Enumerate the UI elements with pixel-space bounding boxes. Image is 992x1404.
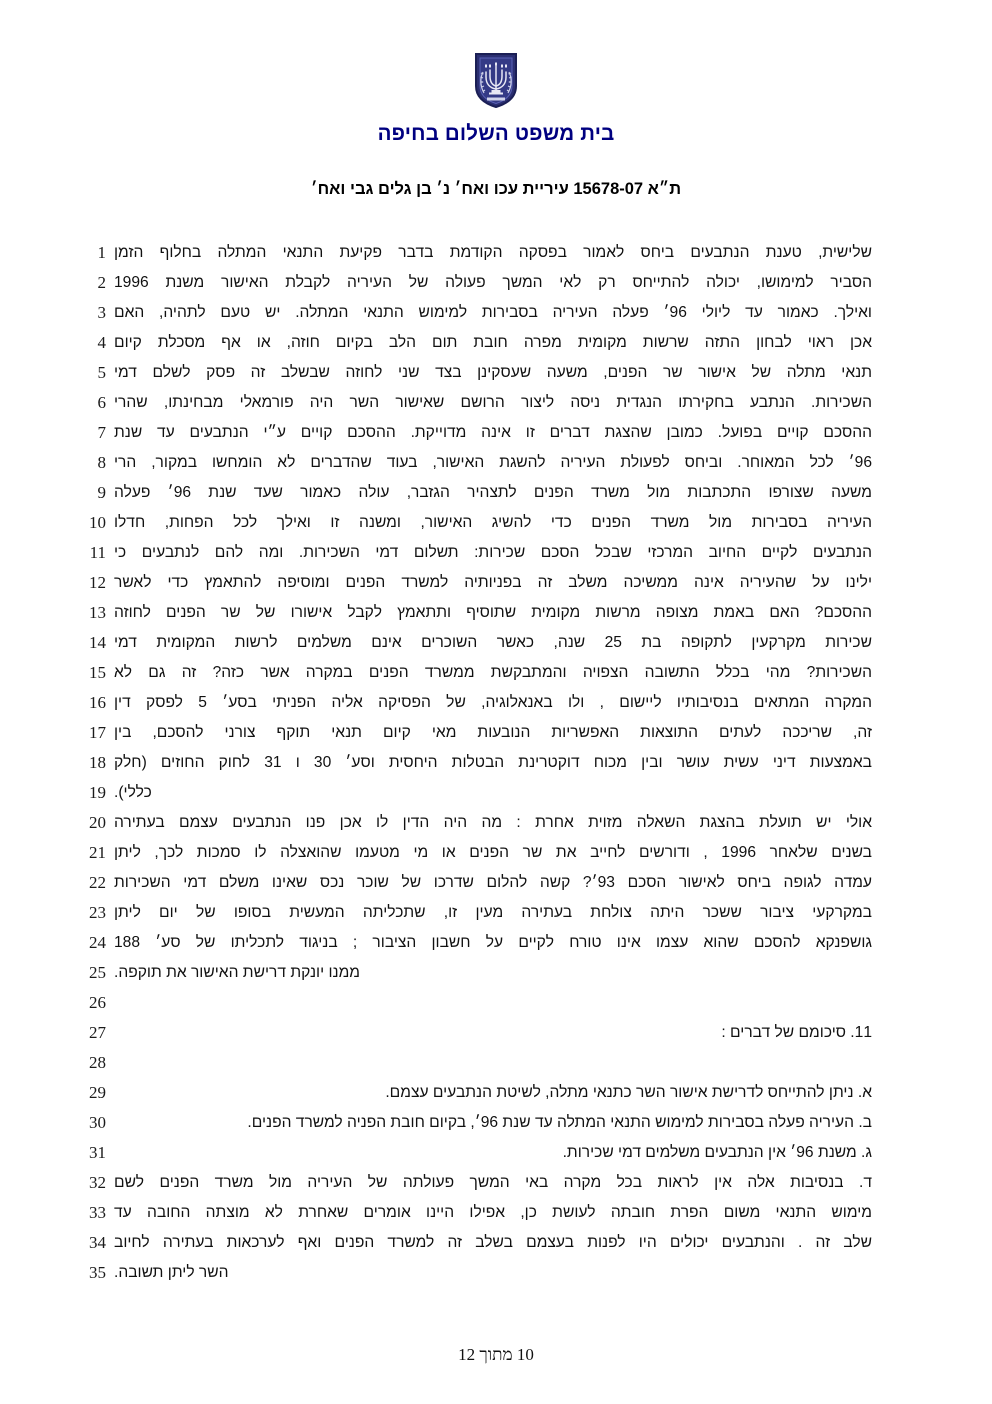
line-number: 3	[97, 303, 106, 322]
line-text: שלישית, טענת הנתבעים ביחס לאמור בפסקה הקודמת בדבר פקיעת התנאי המתלה בחלוף הזמן	[114, 244, 872, 261]
document-line	[0, 448, 992, 478]
document-line	[0, 1018, 992, 1048]
line-number: 7	[97, 423, 106, 442]
line-text: המקרה המתאים בנסיבותיו ליישום , ולו באנאלוגיה, של הפסיקה אליה הפניתי בסע׳ 5 לפסק דין	[114, 694, 872, 711]
line-text: השכירות? מהי בכלל התשובה הצפויה והמתבקשת ממשרד הפנים במקרה אשר כזה? זה גם לא	[114, 664, 872, 681]
line-number: 6	[97, 393, 106, 412]
line-number: 15	[89, 663, 106, 682]
line-number: 1	[97, 243, 106, 262]
line-text: אכן ראוי לבחון התזה שרשות מקומית מפרה חובת תום הלב בקיום חוזה, או אף מסכלת קיום	[114, 334, 872, 351]
document-line	[0, 688, 992, 718]
document-line	[0, 358, 992, 388]
line-text: שלב זה . והנתבעים יכולים היו לפנות בעצמם בשלב זה למשרד הפנים ואף לערכאות בעתירה לחיוב	[114, 1234, 872, 1251]
line-number: 27	[89, 1023, 106, 1042]
line-number: 22	[89, 873, 106, 892]
line-text: ההסכם קויים בפועל. כמובן שהצגת דברים זו אינה מדוייקת. ההסכם קויים ע״י הנתבעים עד שנת	[114, 424, 872, 441]
document-line	[0, 508, 992, 538]
document-body	[0, 238, 992, 1288]
document-line	[0, 958, 992, 988]
document-line	[0, 478, 992, 508]
line-text: העיריה בסבירות מול משרד הפנים כדי להשיג האישור, ומשנה זו ואילך לכל הפחות, חדלו	[114, 514, 872, 531]
document-line	[0, 1228, 992, 1258]
line-number: 19	[89, 783, 106, 802]
document-line	[0, 538, 992, 568]
document-line	[0, 718, 992, 748]
line-text: גושפנקא להסכם שהוא עצמו אינו טורח לקיים על חשבון הציבור ; בניגוד לתכליתו של סע׳ 188	[114, 934, 872, 951]
page-indicator: 10 מתוך 12	[458, 1345, 534, 1364]
line-text: 96׳ לכל המאוחר. וביחס לפעולת העיריה להשגת האישור, בעוד שהדברים לא הומחשו במקור, הרי	[114, 454, 872, 471]
line-text: ילינו על שהעיריה אינה ממשיכה משלב זה בפניותיה למשרד הפנים ומוסיפה להתאמץ כדי לאשר	[114, 574, 872, 591]
line-text: הסביר למימושו, יכולה להתייחס רק לאי המשך פעולה של העיריה לקבלת האישור משנת 1996	[114, 274, 872, 291]
line-number: 28	[89, 1053, 106, 1072]
document-line	[0, 628, 992, 658]
line-text: הנתבעים לקיים החיוב המרכזי שבכל הסכם שכירות: תשלום דמי השכירות. ומה להם לנתבעים כי	[114, 544, 872, 561]
line-number: 29	[89, 1083, 106, 1102]
document-line	[0, 268, 992, 298]
document-line	[0, 1108, 992, 1138]
document-line	[0, 808, 992, 838]
line-number: 10	[89, 513, 106, 532]
line-text: עמדה לגופה ביחס לאישור הסכם 93׳? קשה להלום שדרכו של שוכר נכס שאינו משלם דמי השכירות	[114, 874, 873, 891]
line-text: ג. משנת 96׳ אין הנתבעים משלמים דמי שכירות.	[562, 1144, 872, 1161]
line-text: משעה שצורפו התכתבות מול משרד הפנים לתצהיר הגזבר, עולה כאמור שעד שנת 96׳ פעלה	[114, 484, 872, 501]
line-number: 14	[89, 633, 106, 652]
line-text: ב. העיריה פעלה בסבירות למימוש התנאי המתלה עד שנת 96׳, בקיום חובת הפניה למשרד הפנים.	[247, 1114, 872, 1131]
line-number: 24	[89, 933, 106, 952]
document-line	[0, 598, 992, 628]
line-number: 31	[89, 1143, 106, 1162]
document-line	[0, 748, 992, 778]
document-line	[0, 328, 992, 358]
line-text: 11. סיכומם של דברים :	[721, 1024, 872, 1041]
line-number: 5	[97, 363, 106, 382]
line-number: 25	[89, 963, 106, 982]
line-number: 13	[89, 603, 106, 622]
line-number: 12	[89, 573, 106, 592]
line-text: אולי יש תועלת בהצגת השאלה מזוית אחרת : מה היה הדין לו אכן פנו הנתבעים עצמם בעתירה	[114, 814, 872, 831]
line-text: ד. בנסיבות אלה אין לראות בכל מקרה באי המשך פעולתה של העיריה מול משרד הפנים לשם	[114, 1174, 872, 1191]
line-number: 16	[89, 693, 106, 712]
document-line	[0, 298, 992, 328]
document-line	[0, 1138, 992, 1168]
document-line	[0, 1198, 992, 1228]
document-line	[0, 1048, 992, 1078]
document-line	[0, 1078, 992, 1108]
line-text: א. ניתן להתייחס לדרישת אישור השר כתנאי מתלה, לשיטת הנתבעים עצמם.	[385, 1084, 872, 1101]
israel-state-emblem-icon	[474, 52, 518, 108]
line-text: במקרקעי ציבור ששכר היתה צולחת בעתירה מעין זו, שתכליתה המעשית בסופו של יום ליתן	[114, 904, 872, 921]
line-number: 18	[89, 753, 106, 772]
document-line	[0, 868, 992, 898]
document-line	[0, 988, 992, 1018]
line-text: השר ליתן תשובה.	[114, 1264, 229, 1281]
document-line	[0, 388, 992, 418]
document-line	[0, 568, 992, 598]
emblem-container	[0, 52, 992, 113]
line-number: 9	[97, 483, 106, 502]
line-text: תנאי מתלה של אישור שר הפנים, משעה שעסקינן בצד שני לחוזה שבשלב זה פסק לשלם דמי	[114, 364, 872, 381]
court-name-heading: בית משפט השלום בחיפה	[377, 122, 615, 145]
line-text: מימוש התנאי משום הפרת חובתה לעושת כן, אפילו היינו אומרים שאחרת לא מוצתה החובה עד	[114, 1204, 872, 1221]
line-text: זה, שריככה לעתים התוצאות האפשריות הנובעות מאי קיום תנאי תוקף צורני להסכם, בין	[114, 724, 872, 741]
line-number: 34	[89, 1233, 106, 1252]
line-number: 30	[89, 1113, 106, 1132]
document-line	[0, 238, 992, 268]
line-text: כללי).	[114, 784, 152, 801]
document-line	[0, 1168, 992, 1198]
line-text: בשנים שלאחר 1996 , ודורשים לחייב את שר הפנים או מי מטעמו שהואצלה לו סמכות לכך, ליתן	[114, 844, 872, 861]
document-line	[0, 898, 992, 928]
document-line	[0, 1258, 992, 1288]
line-number: 26	[89, 993, 106, 1012]
document-line	[0, 778, 992, 808]
document-line	[0, 838, 992, 868]
case-title: ת״א 15678-07 עיריית עכו ואח׳ נ׳ בן גלים גבי ואח׳	[310, 180, 682, 198]
line-number: 2	[97, 273, 106, 292]
line-text: באמצעות דיני עשית עושר ובין מכוח דוקטרינת הבטלות היחסית וסע׳ 30 ו 31 לחוק החוזים (חלק	[114, 754, 873, 771]
line-text: שכירות מקרקעין לתקופה בת 25 שנה, כאשר השוכרים אינם משלמים לרשות המקומית דמי	[114, 634, 872, 651]
line-number: 17	[89, 723, 106, 742]
line-number: 4	[97, 333, 106, 352]
line-text: ממנו יונקת דרישת האישור את תוקפה.	[114, 964, 361, 981]
line-text: ההסכם? האם באמת מצופה מרשות מקומית שתוסיף ותתאמץ לקבל אישורו של שר הפנים לחוזה	[114, 604, 872, 621]
line-number: 21	[89, 843, 106, 862]
line-number: 35	[89, 1263, 106, 1282]
line-number: 11	[89, 543, 106, 562]
line-number: 23	[89, 903, 106, 922]
document-line	[0, 928, 992, 958]
line-number: 33	[89, 1203, 106, 1222]
line-number: 32	[89, 1173, 106, 1192]
document-line	[0, 418, 992, 448]
line-text: ואילך. כאמור עד ליולי 96׳ פעלה העיריה בסבירות למימוש התנאי המתלה. יש טעם לתהיה, האם	[114, 304, 872, 321]
line-number: 20	[89, 813, 106, 832]
line-number: 8	[97, 453, 106, 472]
line-text: השכירות. הנתבע בחקירתו הנגדית ניסה ליצור הרושם שאישור השר היה פורמאלי מבחינתו, שהרי	[114, 394, 872, 411]
document-line	[0, 658, 992, 688]
